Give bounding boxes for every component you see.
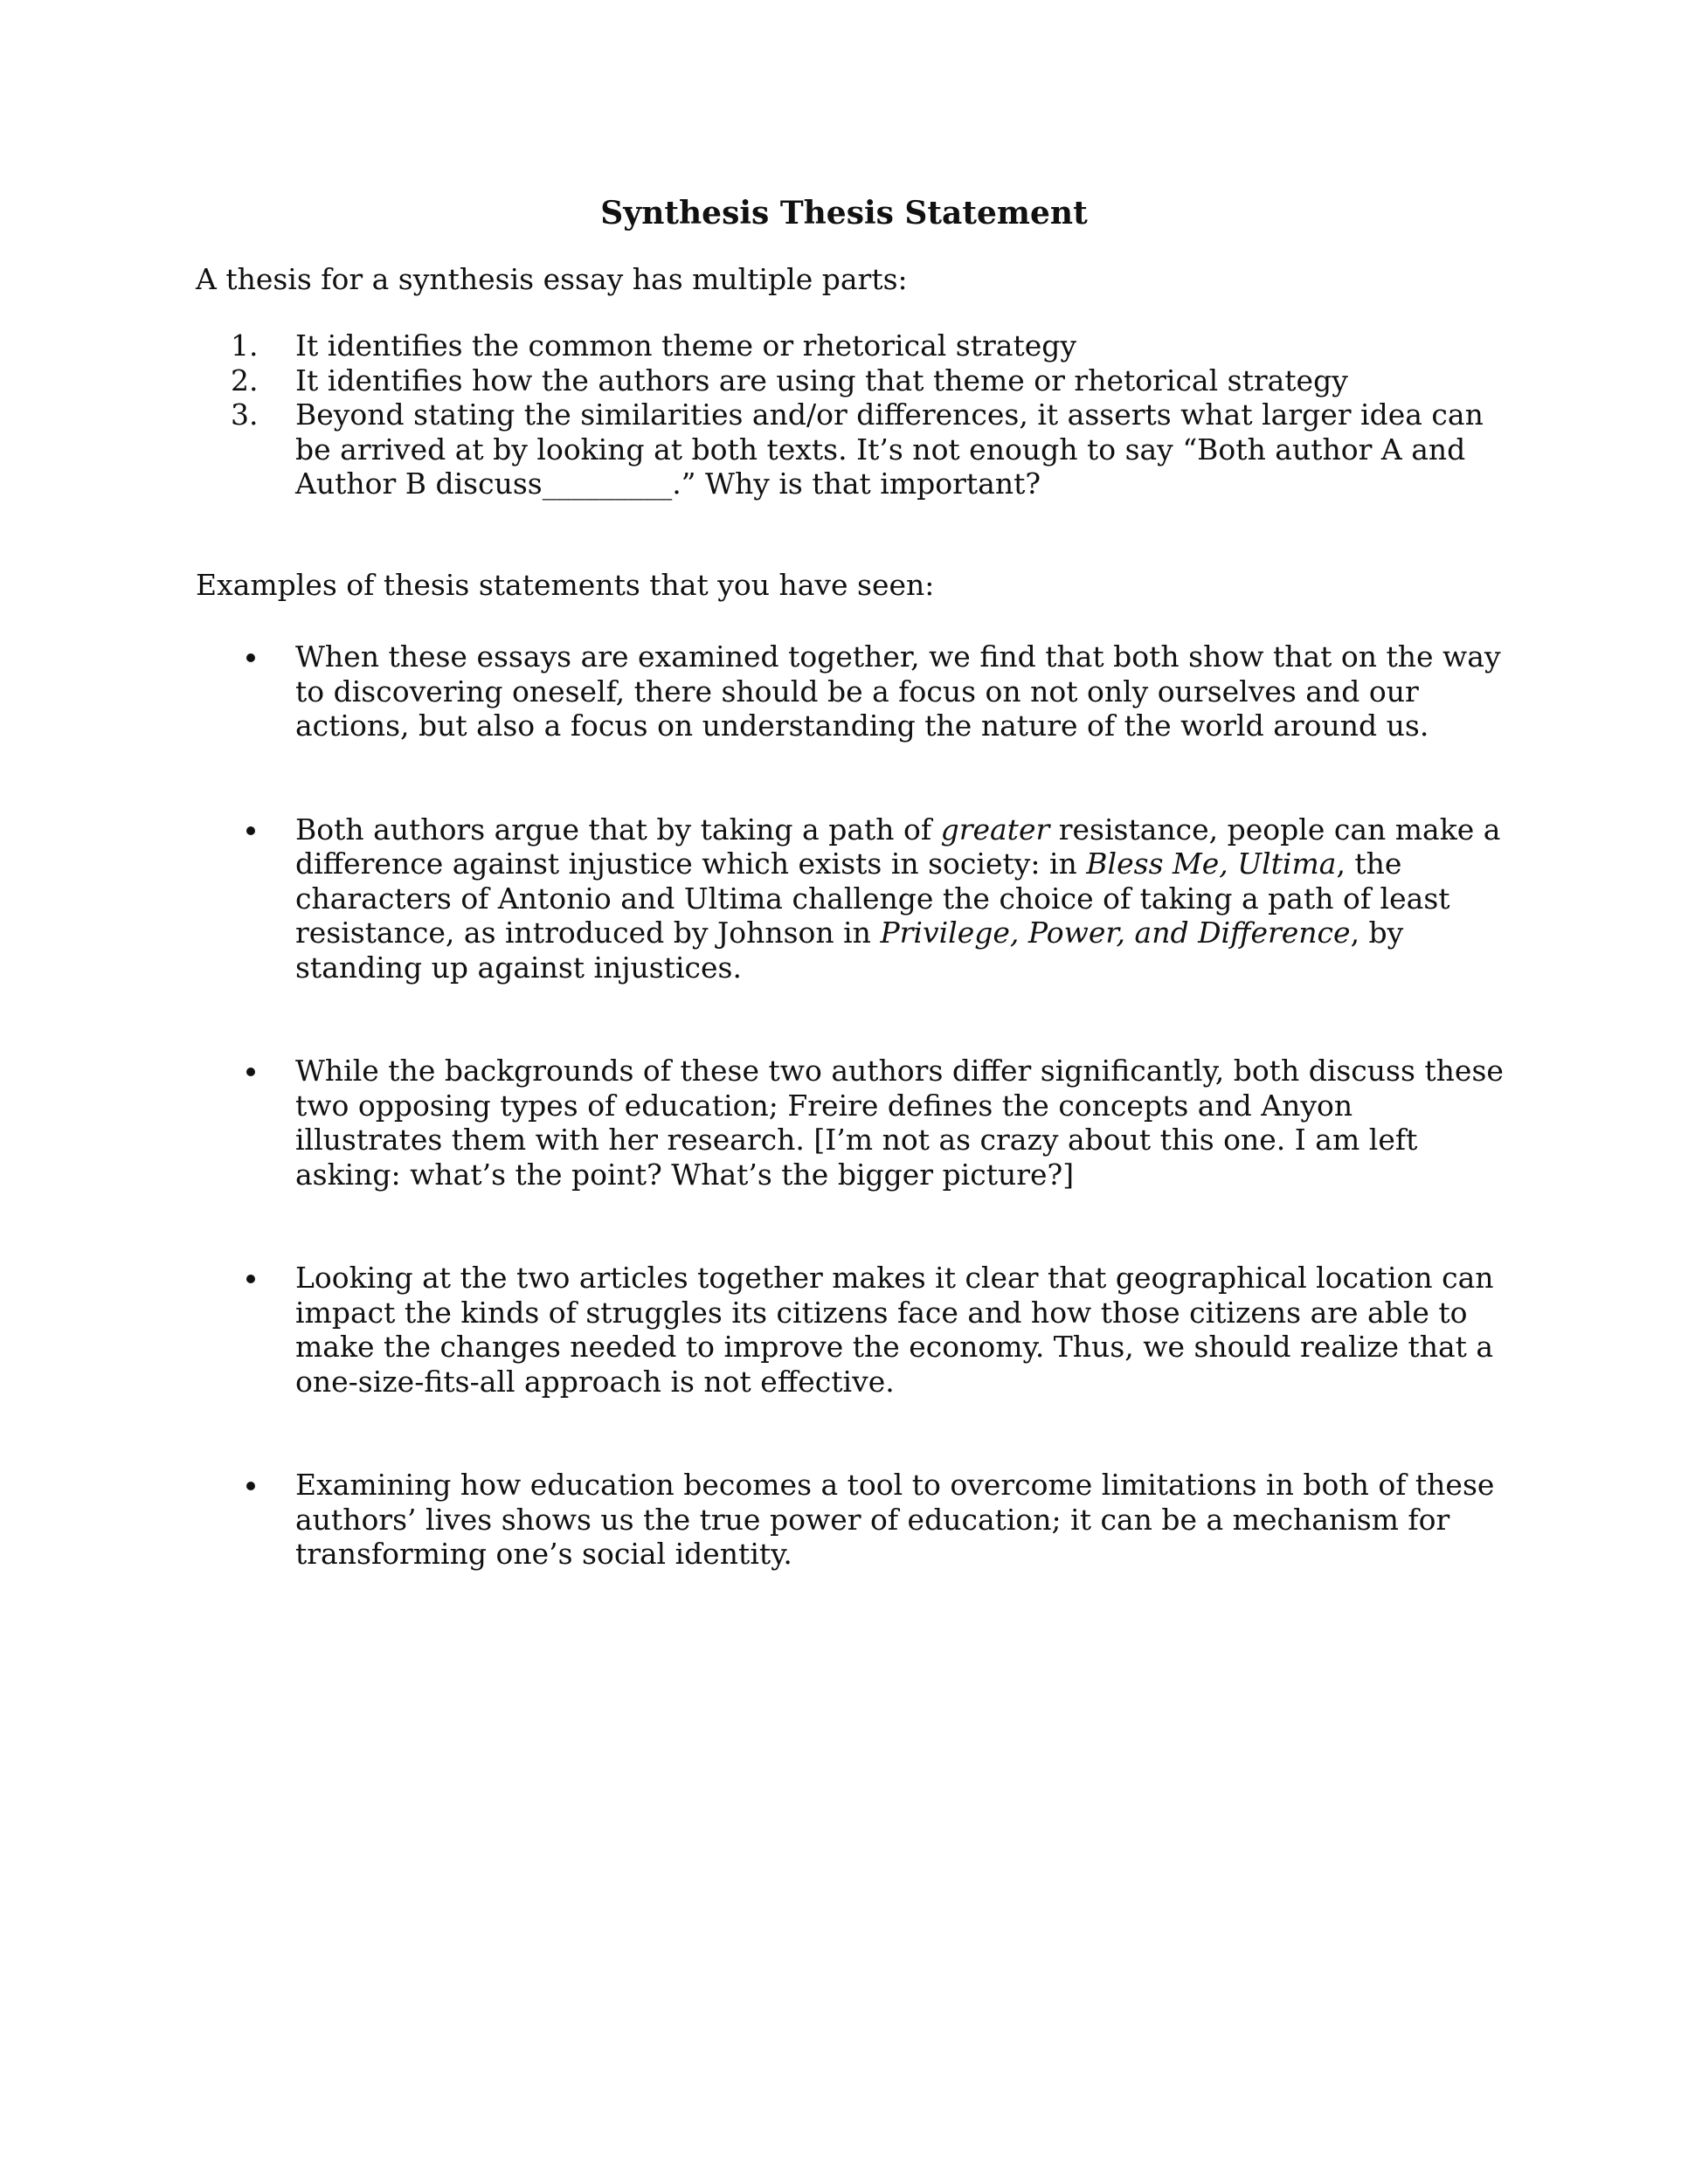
bullet-icon (246, 826, 255, 835)
bullet-icon (246, 653, 255, 662)
example-item (196, 1054, 1506, 1192)
book-title-italic: Privilege, Power, and Difference (880, 916, 1351, 950)
examples-heading: Examples of thesis statements that you have seen: (196, 568, 935, 602)
example-text: When these essays are examined together, we find that both show that on the way to discovering oneself, there should be a focus on not only ourselves and our actions, but also a focus on understanding the nature of the world around us. (295, 639, 1501, 743)
list-item (196, 328, 1506, 363)
list-item-text: It identifies the common theme or rhetorical strategy (295, 328, 1077, 363)
list-number: 1. (231, 328, 259, 363)
example-text-segment: , the characters of Antonio and Ultima challenge the choice of taking a path of least resistance, as introduced by Johnson in (295, 847, 1450, 950)
bullet-icon (246, 1482, 255, 1490)
list-item (196, 397, 1506, 501)
example-text-segment: , by standing up against injustices. (295, 916, 1404, 985)
example-text-segment: Both authors argue that by taking a path of (295, 812, 941, 847)
list-number: 2. (231, 363, 259, 397)
book-title-italic: Bless Me, Ultima (1086, 847, 1337, 881)
document-title: Synthesis Thesis Statement (600, 195, 1088, 232)
intro-paragraph: A thesis for a synthesis essay has multiple parts: (196, 262, 908, 296)
list-item-text: Beyond stating the similarities and/or differences, it asserts what larger idea can be arrived at by looking at both texts. It’s not enough to say “Both author A and Author B discuss_________.” Why is that important? (295, 397, 1484, 501)
examples-list (196, 639, 1506, 1641)
bullet-icon (246, 1068, 255, 1076)
thesis-parts-list (196, 328, 1506, 501)
example-text (295, 812, 1500, 985)
example-text-segment: resistance, people can make a difference against injustice which exists in society: in (295, 812, 1501, 881)
example-text: Examining how education becomes a tool to overcome limitations in both of these authors’ lives shows us the true power of education; it can be a mechanism for transforming one’s social identity. (295, 1468, 1495, 1571)
bullet-icon (246, 1275, 255, 1283)
example-item (196, 1468, 1506, 1572)
example-item (196, 639, 1506, 743)
example-item (196, 1261, 1506, 1399)
example-text: Looking at the two articles together makes it clear that geographical location can impact the kinds of struggles its citizens face and how those citizens are able to make the changes needed to improve the economy. Thus, we should realize that a one-size-fits-all approach is not effective. (295, 1261, 1494, 1399)
example-text: While the backgrounds of these two authors differ significantly, both discuss these two opposing types of education; Freire defines the concepts and Anyon illustrates them with her research. [I’m not as crazy about this one. I am left asking: what’s the point? What’s the bigger picture?] (295, 1054, 1504, 1192)
example-text-italic: greater (940, 812, 1050, 847)
list-number: 3. (231, 397, 259, 432)
example-item (196, 812, 1506, 985)
list-item (196, 363, 1506, 398)
list-item-text: It identifies how the authors are using that theme or rhetorical strategy (295, 363, 1348, 397)
